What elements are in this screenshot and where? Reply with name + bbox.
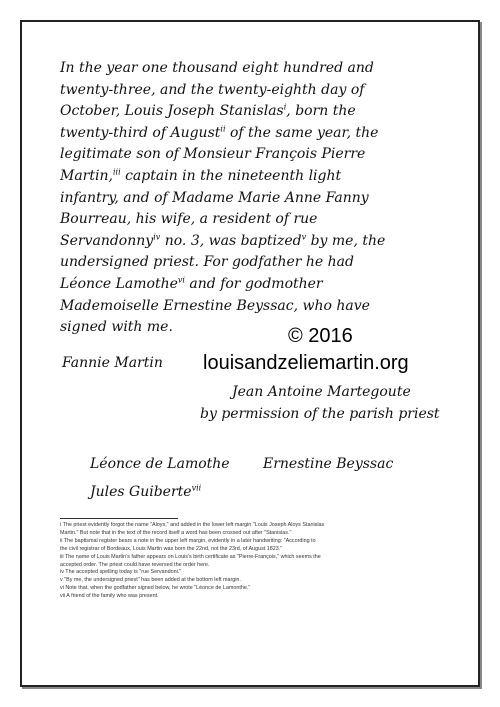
priest-role: by permission of the parish priest — [200, 406, 440, 422]
text-line: twenty-third of August$^{ii}$ of the same year, the — [60, 124, 379, 141]
signature-priest: Jean Antoine Martegoute — [232, 384, 411, 400]
text-line: October, Louis Joseph Stanislas$^i$, born the — [60, 102, 356, 120]
text-line: Servandonny$^{iv}$ no. 3, was baptized$^v$ by me, the — [60, 232, 386, 249]
text-line: undersigned priest. For godfather he had — [60, 254, 354, 271]
text-line: In the year one thousand eight hundred and — [60, 60, 374, 76]
baptism-record-text — [60, 58, 455, 339]
text-line: Bourreau, his wife, a resident of rue — [60, 211, 318, 228]
footnotes — [60, 522, 455, 601]
footnote-line: ii The baptismal register bears a note in the upper left margin, evidently in a later handwriting: "According to — [60, 537, 316, 544]
footnote-line: iii The name of Louis Martin's father appears on Louis's birth certificate as "Pierre-François," which seems the — [60, 553, 321, 560]
footnote-line: vi Note that, when the godfather signed below, he wrote "Léonce de Lamonthe." — [60, 585, 251, 592]
text-line: Martin,$^{iii}$ captain in the nineteenth light — [60, 167, 342, 184]
footnote-ref: iv — [153, 232, 161, 242]
text-line: legitimate son of Monsieur François Pierre — [60, 146, 366, 163]
footnote-ref: vii — [191, 483, 202, 493]
footnote-line: Martin." But note that in the text of the record itself a word has been crossed out after "Stanislas." — [60, 529, 292, 536]
signature-leonce: Léonce de Lamothe — [90, 456, 230, 472]
footnote-line: vii A friend of the family who was present. — [60, 593, 159, 600]
footnote-ref: ii — [220, 124, 226, 134]
signature-jules: Jules Guiberte$^{vii}$ — [90, 483, 202, 500]
signature-fannie-martin: Fannie Martin — [62, 355, 163, 371]
text-line: infantry, and of Madame Marie Anne Fanny — [60, 189, 369, 206]
text-line: twenty-three, and the twenty-eighth day of — [60, 81, 365, 98]
text-line: Mademoiselle Ernestine Beyssac, who have — [60, 297, 370, 314]
footnote-ref: vi — [177, 275, 185, 285]
signature-ernestine: Ernestine Beyssac — [263, 456, 394, 472]
footnote-ref: iii — [112, 167, 121, 177]
text-line: signed with me. — [60, 319, 173, 336]
footnote-line: i The priest evidently forgot the name "Aloys," and added in the lower left margin "Louis Joseph Aloys Stanislas — [60, 522, 325, 528]
footnote-line: the civil registrar of Bordeaux, Louis Martin was born the 22nd, not the 23rd, of August 1823." — [60, 545, 283, 552]
footnote-line: v "By me, the undersigned priest" has been added at the bottom left margin. — [60, 577, 241, 584]
footnote-ref: i — [283, 102, 287, 112]
footnote-line: accepted order. The priest could have reversed the order here. — [60, 561, 210, 568]
copyright-watermark: © 2016 — [288, 325, 353, 347]
footnote-ref: v — [301, 232, 307, 242]
footnote-separator — [60, 518, 178, 519]
text-line: Léonce Lamothe$^{vi}$ and for godmother — [60, 275, 323, 292]
footnote-line: iv The accepted spelling today is "rue Servandoni." — [60, 569, 182, 576]
website-watermark: louisandzeliemartin.org — [203, 352, 409, 374]
